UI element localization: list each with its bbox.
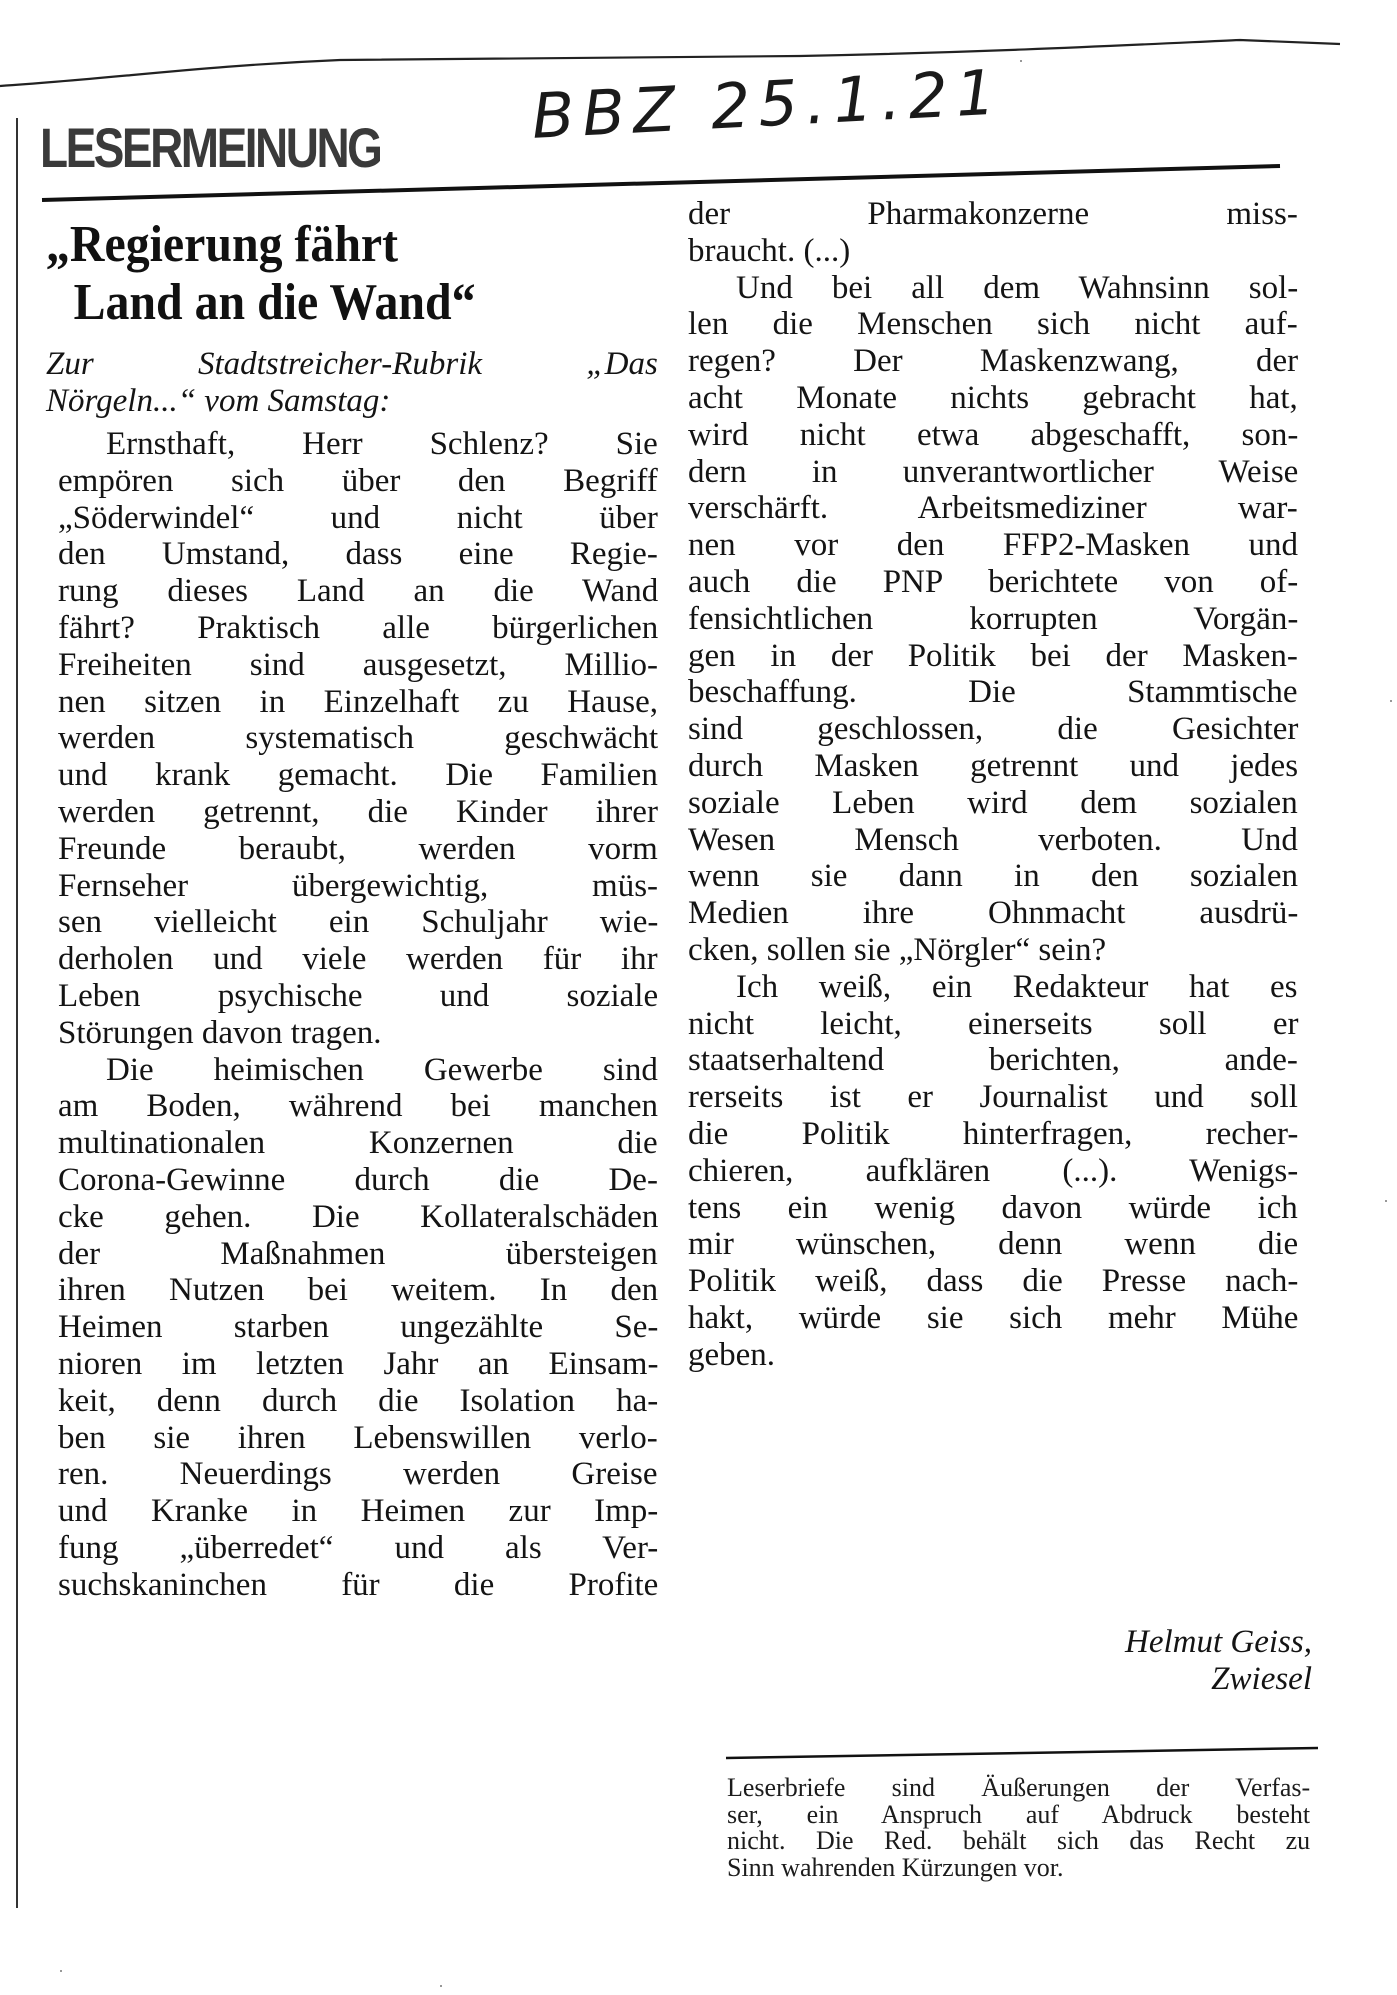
- text-line: gen in der Politik bei der Masken-: [688, 637, 1298, 674]
- author-place: Zwiesel: [1211, 1661, 1312, 1697]
- text-line: beschaffung. Die Stammtische: [688, 674, 1298, 711]
- text-line: Wesen Mensch verboten. Und: [688, 821, 1298, 858]
- text-line: cken, sollen sie „Nörgler“ sein?: [688, 931, 1107, 968]
- text-line: fährt? Praktisch alle bürgerlichen: [58, 609, 659, 646]
- text-line: und Kranke in Heimen zur Imp-: [58, 1493, 659, 1530]
- text-line: sind geschlossen, die Gesichter: [688, 711, 1299, 748]
- text-line: Und bei all dem Wahnsinn sol-: [736, 269, 1299, 306]
- text-line: Heimen starben ungezählte Se-: [58, 1309, 659, 1346]
- text-line: der Pharmakonzerne miss-: [688, 196, 1298, 232]
- text-line: tens ein wenig davon würde ich: [688, 1189, 1298, 1226]
- text-line: geben.: [688, 1336, 776, 1373]
- text-line: ihren Nutzen bei weitem. In den: [58, 1272, 659, 1309]
- text-line: „Söderwindel“ und nicht über: [58, 499, 658, 536]
- text-line: nen vor den FFP2-Masken und: [688, 527, 1299, 564]
- text-line: hakt, würde sie sich mehr Mühe: [688, 1299, 1299, 1336]
- text-line: fung „überredet“ und als Ver-: [58, 1529, 659, 1566]
- text-line: Medien ihre Ohnmacht ausdrü-: [688, 895, 1299, 932]
- text-line: multinationalen Konzernen die: [58, 1125, 658, 1162]
- text-line: Freunde beraubt, werden vorm: [58, 830, 658, 867]
- text-line: der Maßnahmen übersteigen: [58, 1235, 658, 1272]
- text-line: auch die PNP berichtete von of-: [688, 563, 1299, 600]
- text-line: Die heimischen Gewerbe sind: [106, 1051, 658, 1088]
- text-line: Corona-Gewinne durch die De-: [58, 1161, 658, 1198]
- text-line: mir wünschen, denn wenn die: [688, 1226, 1299, 1263]
- text-line: dern in unverantwortlicher Weise: [688, 453, 1299, 490]
- text-line: acht Monate nichts gebracht hat,: [688, 379, 1298, 416]
- text-line: fensichtlichen korrupten Vorgän-: [688, 600, 1299, 637]
- text-line: soziale Leben wird dem sozialen: [688, 784, 1298, 821]
- text-line: Politik weiß, dass die Presse nach-: [688, 1263, 1299, 1300]
- text-line: len die Menschen sich nicht auf-: [688, 306, 1298, 343]
- text-line: staatserhaltend berichten, ande-: [688, 1042, 1298, 1079]
- disclaimer-line: Leserbriefe sind Äußerungen der Verfas-: [727, 1773, 1311, 1802]
- disclaimer-line: Sinn wahrenden Kürzungen vor.: [727, 1852, 1064, 1882]
- text-line: wenn sie dann in den sozialen: [688, 858, 1298, 895]
- text-line: am Boden, während bei manchen: [58, 1088, 658, 1125]
- text-line: Störungen davon tragen.: [58, 1014, 382, 1051]
- text-line: regen? Der Maskenzwang, der: [688, 343, 1299, 380]
- text-line: cke gehen. Die Kollateralschäden: [58, 1198, 659, 1235]
- reference-line: Nörgeln...“ vom Samstag:: [46, 383, 391, 419]
- text-line: verschärft. Arbeitsmediziner war-: [688, 490, 1298, 527]
- text-line: nioren im letzten Jahr an Einsam-: [58, 1345, 659, 1382]
- disclaimer-line: nicht. Die Red. behält sich das Recht zu: [727, 1826, 1311, 1855]
- text-line: wird nicht etwa abgeschafft, son-: [688, 416, 1299, 453]
- text-line: den Umstand, dass eine Regie-: [58, 536, 658, 573]
- headline-line-2: Land an die Wand“: [73, 274, 476, 331]
- text-line: Freiheiten sind ausgesetzt, Millio-: [58, 646, 659, 683]
- text-line: Fernseher übergewichtig, müs-: [58, 867, 659, 904]
- text-line: durch Masken getrennt und jedes: [688, 747, 1299, 784]
- text-line: chieren, aufklären (...). Wenigs-: [688, 1152, 1299, 1189]
- handwritten-date-note: BBZ 25.1.21: [530, 55, 1006, 153]
- section-kicker: LESERMEINUNG: [40, 116, 381, 179]
- reference-line: Zur Stadtstreicher-Rubrik „Das: [46, 346, 658, 382]
- text-line: und krank gemacht. Die Familien: [58, 757, 658, 794]
- text-line: Ich weiß, ein Redakteur hat es: [736, 968, 1298, 1005]
- text-line: empören sich über den Begriff: [58, 462, 658, 499]
- text-line: Leben psychische und soziale: [58, 977, 659, 1014]
- text-line: braucht. (...): [688, 232, 851, 269]
- text-line: nen sitzen in Einzelhaft zu Hause,: [58, 683, 658, 720]
- text-line: ben sie ihren Lebenswillen verlo-: [58, 1419, 658, 1456]
- text-line: sen vielleicht ein Schuljahr wie-: [58, 904, 659, 941]
- editorial-disclaimer: [727, 1775, 1310, 1881]
- author-name: Helmut Geiss,: [1125, 1624, 1312, 1660]
- text-line: werden getrennt, die Kinder ihrer: [58, 793, 658, 830]
- text-line: Ernsthaft, Herr Schlenz? Sie: [106, 426, 658, 462]
- text-line: derholen und viele werden für ihr: [58, 941, 658, 978]
- text-line: die Politik hinterfragen, recher-: [688, 1115, 1299, 1152]
- text-line: rerseits ist er Journalist und soll: [688, 1079, 1298, 1116]
- text-line: rung dieses Land an die Wand: [58, 573, 659, 610]
- text-line: werden systematisch geschwächt: [58, 720, 659, 757]
- disclaimer-line: ser, ein Anspruch auf Abdruck besteht: [727, 1799, 1311, 1829]
- text-line: suchskaninchen für die Profite: [58, 1566, 659, 1603]
- text-line: ren. Neuerdings werden Greise: [58, 1456, 658, 1493]
- headline-line-1: „Regierung fährt: [46, 216, 399, 273]
- text-line: nicht leicht, einerseits soll er: [688, 1005, 1299, 1042]
- text-line: keit, denn durch die Isolation ha-: [58, 1382, 659, 1419]
